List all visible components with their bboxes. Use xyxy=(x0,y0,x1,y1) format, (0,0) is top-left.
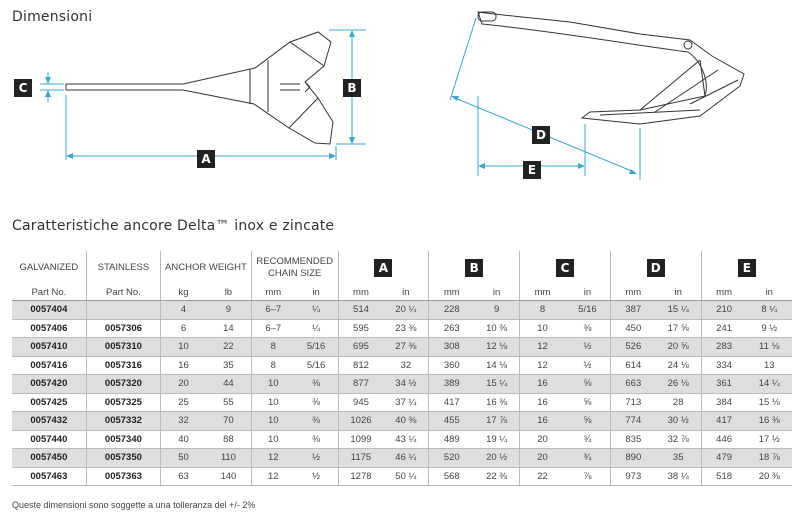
subheader-cell: mm xyxy=(429,284,474,301)
anchor-side-view xyxy=(478,12,744,124)
subheader-cell: in xyxy=(656,284,701,301)
table-row xyxy=(12,412,792,431)
part-number-cell: 0057416 xyxy=(12,356,86,375)
table-cell: 5/16 xyxy=(295,356,338,375)
anchor-top-view xyxy=(66,32,333,144)
part-number-cell: 0057325 xyxy=(86,393,160,412)
table-cell: 16 ⅜ xyxy=(747,412,792,431)
header-c: C xyxy=(520,251,611,284)
table-cell: 10 xyxy=(251,430,294,449)
table-cell: 614 xyxy=(610,356,655,375)
part-number-cell: 0057320 xyxy=(86,375,160,394)
table-cell: 526 xyxy=(610,338,655,357)
table-cell: 14 ⅛ xyxy=(474,356,519,375)
table-cell: 44 xyxy=(206,375,251,394)
table-cell: 263 xyxy=(429,319,474,338)
table-cell: 17 ⅝ xyxy=(656,319,701,338)
table-cell: ⅜ xyxy=(295,412,338,431)
table-cell: 20 xyxy=(520,449,565,468)
table-cell: 17 ½ xyxy=(747,430,792,449)
dimension-lines-top xyxy=(40,30,366,160)
table-cell: ¾ xyxy=(565,449,610,468)
table-cell: 8 xyxy=(520,301,565,320)
table-cell: 334 xyxy=(701,356,746,375)
table-cell: 10 xyxy=(251,375,294,394)
table-cell: 8 ¼ xyxy=(747,301,792,320)
dimensions-heading: Dimensioni xyxy=(12,9,93,25)
table-cell: 945 xyxy=(338,393,383,412)
dimension-lines-side xyxy=(450,18,640,180)
part-number-cell: 0057316 xyxy=(86,356,160,375)
table-cell: 22 xyxy=(520,467,565,486)
table-cell: 38 ¼ xyxy=(656,467,701,486)
part-number-cell: 0057406 xyxy=(12,319,86,338)
table-cell: 27 ⅜ xyxy=(383,338,428,357)
subheader-cell: in xyxy=(295,284,338,301)
table-row xyxy=(12,430,792,449)
table-cell: 5/16 xyxy=(565,301,610,320)
table-cell: 55 xyxy=(206,393,251,412)
table-cell: 37 ¼ xyxy=(383,393,428,412)
subheader-cell: Part No. xyxy=(86,284,160,301)
subheader-cell: in xyxy=(474,284,519,301)
table-cell: 568 xyxy=(429,467,474,486)
table-cell: ¼ xyxy=(295,319,338,338)
table-cell: 19 ¼ xyxy=(474,430,519,449)
subheader-cell: in xyxy=(747,284,792,301)
table-cell: 8 xyxy=(251,356,294,375)
table-cell: ¾ xyxy=(565,430,610,449)
table-row xyxy=(12,393,792,412)
table-cell: 20 xyxy=(161,375,206,394)
table-cell: 890 xyxy=(610,449,655,468)
table-cell: 20 ¼ xyxy=(383,301,428,320)
table-cell: 308 xyxy=(429,338,474,357)
table-cell: 1278 xyxy=(338,467,383,486)
table-cell: 22 xyxy=(206,338,251,357)
part-number-cell: 0057432 xyxy=(12,412,86,431)
header-chain-size: RECOMMENDED CHAIN SIZE xyxy=(251,251,338,284)
table-cell: 283 xyxy=(701,338,746,357)
table-cell: 1026 xyxy=(338,412,383,431)
table-cell: 11 ⅛ xyxy=(747,338,792,357)
part-number-cell: 0057340 xyxy=(86,430,160,449)
table-cell: 15 ¼ xyxy=(656,301,701,320)
subheader-cell: mm xyxy=(520,284,565,301)
table-cell: 23 ⅜ xyxy=(383,319,428,338)
table-cell: 877 xyxy=(338,375,383,394)
tolerance-footnote: Queste dimensioni sono soggette a una tolleranza del +/- 2% xyxy=(12,500,256,510)
table-cell: 40 ⅜ xyxy=(383,412,428,431)
table-cell: 713 xyxy=(610,393,655,412)
part-number-cell: 0057450 xyxy=(12,449,86,468)
table-cell: 360 xyxy=(429,356,474,375)
header-stainless: STAINLESS xyxy=(86,251,160,284)
table-heading: Caratteristiche ancore Delta™ inox e zincate xyxy=(12,218,335,234)
table-cell: ½ xyxy=(565,356,610,375)
table-cell: 25 xyxy=(161,393,206,412)
table-body xyxy=(12,301,792,486)
table-cell: 210 xyxy=(701,301,746,320)
table-cell: ½ xyxy=(565,338,610,357)
table-cell: 30 ½ xyxy=(656,412,701,431)
table-cell: 16 xyxy=(520,412,565,431)
table-cell: 63 xyxy=(161,467,206,486)
table-cell: 450 xyxy=(610,319,655,338)
table-cell: 10 ⅜ xyxy=(474,319,519,338)
table-cell: 88 xyxy=(206,430,251,449)
table-cell: 20 xyxy=(520,430,565,449)
table-cell: 16 ⅜ xyxy=(474,393,519,412)
table-cell: 6–7 xyxy=(251,319,294,338)
part-number-cell: 0057425 xyxy=(12,393,86,412)
table-cell: 5/16 xyxy=(295,338,338,357)
table-cell: 489 xyxy=(429,430,474,449)
table-cell: 32 xyxy=(383,356,428,375)
table-cell: ½ xyxy=(295,449,338,468)
table-cell: 10 xyxy=(251,393,294,412)
table-cell: 835 xyxy=(610,430,655,449)
table-cell: 387 xyxy=(610,301,655,320)
table-cell: 50 ¼ xyxy=(383,467,428,486)
header-b: B xyxy=(429,251,520,284)
table-cell: 695 xyxy=(338,338,383,357)
table-cell: 32 xyxy=(161,412,206,431)
subheader-cell: Part No. xyxy=(12,284,86,301)
table-cell: 26 ⅛ xyxy=(656,375,701,394)
table-cell: 35 xyxy=(206,356,251,375)
table-cell: ⅞ xyxy=(565,467,610,486)
table-cell: 50 xyxy=(161,449,206,468)
table-cell: 1099 xyxy=(338,430,383,449)
table-cell: 595 xyxy=(338,319,383,338)
table-cell: 20 ⅝ xyxy=(656,338,701,357)
table-cell: 13 xyxy=(747,356,792,375)
table-cell: ⅝ xyxy=(565,375,610,394)
table-cell: ⅜ xyxy=(295,393,338,412)
table-cell: ½ xyxy=(295,467,338,486)
subheader-cell: mm xyxy=(251,284,294,301)
subheader-cell: in xyxy=(383,284,428,301)
table-cell: ⅜ xyxy=(295,375,338,394)
table-cell: 455 xyxy=(429,412,474,431)
table-row xyxy=(12,449,792,468)
header-e: E xyxy=(701,251,792,284)
table-cell: 812 xyxy=(338,356,383,375)
anchor-spec-table xyxy=(12,251,792,486)
dimension-label-c: C xyxy=(14,79,32,97)
table-cell: 17 ⅞ xyxy=(474,412,519,431)
table-cell: 22 ⅜ xyxy=(474,467,519,486)
part-number-cell: 0057420 xyxy=(12,375,86,394)
table-cell: 4 xyxy=(161,301,206,320)
table-cell: 15 ¼ xyxy=(474,375,519,394)
subheader-cell: mm xyxy=(610,284,655,301)
table-row xyxy=(12,338,792,357)
table-cell: 40 xyxy=(161,430,206,449)
table-cell: 9 xyxy=(206,301,251,320)
table-cell: 973 xyxy=(610,467,655,486)
table-cell: 10 xyxy=(161,338,206,357)
table-cell: ⅜ xyxy=(565,319,610,338)
table-cell: ⅜ xyxy=(295,430,338,449)
part-number-cell: 0057404 xyxy=(12,301,86,320)
table-cell: 12 xyxy=(251,449,294,468)
table-cell: 520 xyxy=(429,449,474,468)
table-subheader-row xyxy=(12,284,792,301)
table-cell: 35 xyxy=(656,449,701,468)
table-cell: 12 xyxy=(520,338,565,357)
subheader-cell: kg xyxy=(161,284,206,301)
table-cell: 110 xyxy=(206,449,251,468)
table-row xyxy=(12,301,792,320)
table-cell: 16 xyxy=(520,375,565,394)
part-number-cell: 0057440 xyxy=(12,430,86,449)
anchor-dimension-drawings xyxy=(0,0,800,210)
table-cell: 1175 xyxy=(338,449,383,468)
table-cell: 518 xyxy=(701,467,746,486)
table-cell: 446 xyxy=(701,430,746,449)
header-d: D xyxy=(610,251,701,284)
part-number-cell xyxy=(86,301,160,320)
header-galvanized: GALVANIZED xyxy=(19,261,79,273)
table-cell: 28 xyxy=(656,393,701,412)
table-cell: 16 xyxy=(520,393,565,412)
dimension-label-a: A xyxy=(197,150,215,168)
table-cell: 140 xyxy=(206,467,251,486)
table-cell: 6 xyxy=(161,319,206,338)
table-cell: 417 xyxy=(429,393,474,412)
header-anchor-weight: ANCHOR WEIGHT xyxy=(161,251,252,284)
table-cell: 479 xyxy=(701,449,746,468)
table-row xyxy=(12,319,792,338)
subheader-cell: mm xyxy=(338,284,383,301)
table-cell: ¼ xyxy=(295,301,338,320)
dimension-label-b: B xyxy=(343,79,361,97)
table-cell: 241 xyxy=(701,319,746,338)
table-cell: 10 xyxy=(520,319,565,338)
table-cell: 663 xyxy=(610,375,655,394)
header-a: A xyxy=(338,251,429,284)
table-cell: 8 xyxy=(251,338,294,357)
table-cell: 774 xyxy=(610,412,655,431)
table-cell: 12 xyxy=(251,467,294,486)
table-cell: 14 ¼ xyxy=(747,375,792,394)
part-number-cell: 0057332 xyxy=(86,412,160,431)
table-cell: 6–7 xyxy=(251,301,294,320)
table-cell: 514 xyxy=(338,301,383,320)
table-cell: 384 xyxy=(701,393,746,412)
table-row xyxy=(12,467,792,486)
table-cell: 228 xyxy=(429,301,474,320)
dimension-label-e: E xyxy=(523,161,541,179)
part-number-cell: 0057463 xyxy=(12,467,86,486)
table-cell: 389 xyxy=(429,375,474,394)
table-cell: 9 xyxy=(474,301,519,320)
table-row xyxy=(12,375,792,394)
table-cell: 20 ½ xyxy=(474,449,519,468)
table-cell: 15 ⅛ xyxy=(747,393,792,412)
table-cell: 10 xyxy=(251,412,294,431)
table-cell: 20 ⅜ xyxy=(747,467,792,486)
table-cell: 34 ½ xyxy=(383,375,428,394)
table-cell: 14 xyxy=(206,319,251,338)
table-cell: ⅝ xyxy=(565,393,610,412)
table-cell: 361 xyxy=(701,375,746,394)
table-cell: 16 xyxy=(161,356,206,375)
table-row xyxy=(12,356,792,375)
table-cell: 12 ⅛ xyxy=(474,338,519,357)
dimension-label-d: D xyxy=(532,126,550,144)
table-cell: 417 xyxy=(701,412,746,431)
table-header-row xyxy=(12,251,792,284)
table-cell: 70 xyxy=(206,412,251,431)
part-number-cell: 0057363 xyxy=(86,467,160,486)
table-cell: 46 ¼ xyxy=(383,449,428,468)
subheader-cell: lb xyxy=(206,284,251,301)
table-cell: 32 ⅞ xyxy=(656,430,701,449)
part-number-cell: 0057310 xyxy=(86,338,160,357)
part-number-cell: 0057306 xyxy=(86,319,160,338)
table-cell: ⅝ xyxy=(565,412,610,431)
subheader-cell: in xyxy=(565,284,610,301)
table-cell: 24 ⅛ xyxy=(656,356,701,375)
part-number-cell: 0057350 xyxy=(86,449,160,468)
table-cell: 12 xyxy=(520,356,565,375)
table-cell: 18 ⅞ xyxy=(747,449,792,468)
subheader-cell: mm xyxy=(701,284,746,301)
table-cell: 9 ½ xyxy=(747,319,792,338)
part-number-cell: 0057410 xyxy=(12,338,86,357)
table-cell: 43 ¼ xyxy=(383,430,428,449)
